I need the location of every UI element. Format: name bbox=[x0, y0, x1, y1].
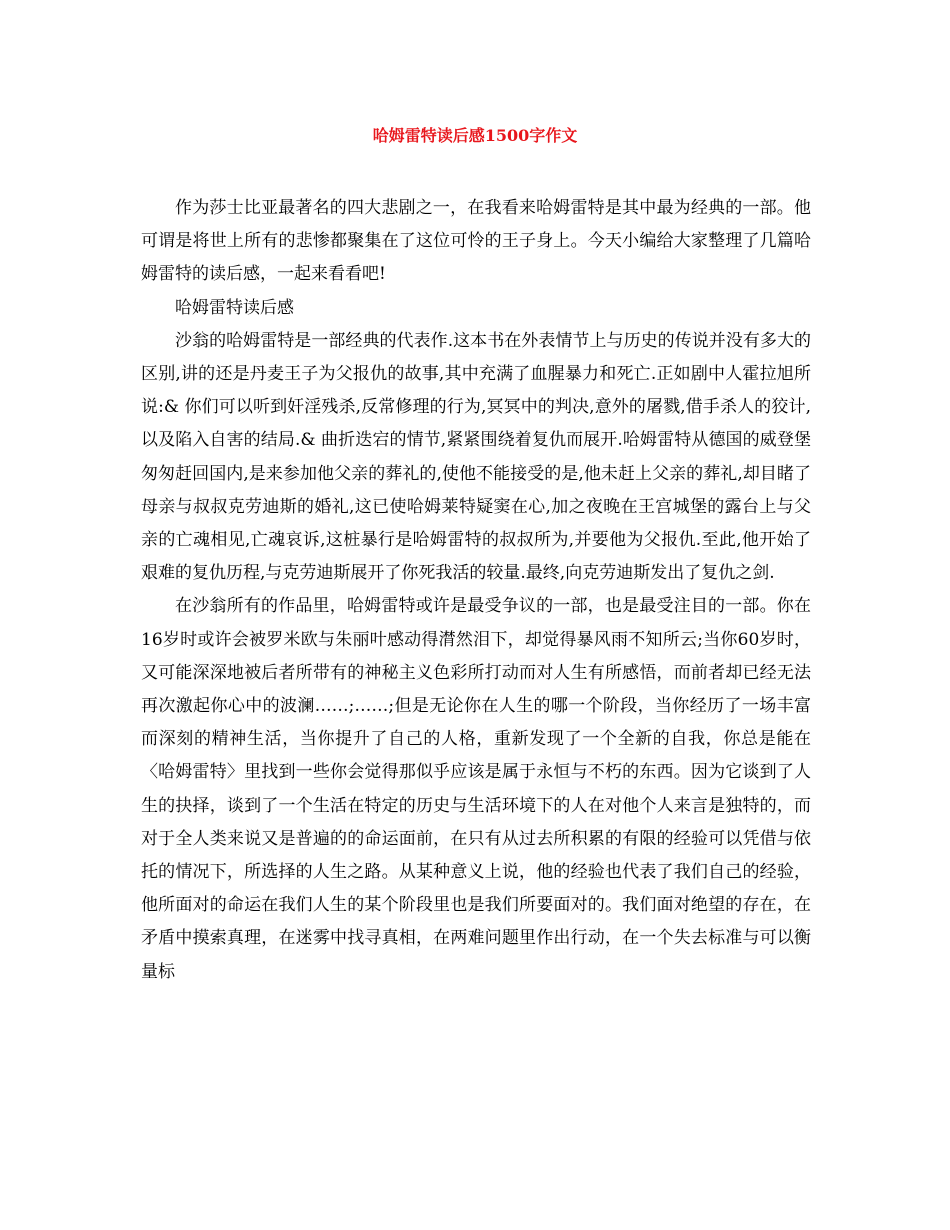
body-paragraph: 沙翁的哈姆雷特是一部经典的代表作.这本书在外表情节上与历史的传说并没有多大的区别,讲的还是丹麦王子为父报仇的故事,其中充满了血腥暴力和死亡.正如剧中人霍拉旭所说:& 你们可以听到奸淫残杀,反常修理的行为,冥冥中的判决,意外的屠戮,借手杀人的狡计,以及陷入自害的结局.& 曲折迭宕的情节,紧紧围绕着复仇而展开.哈姆雷特从德国的威登堡匆匆赶回国内,是来参加他父亲的葬礼的,使他不能接受的是,他未赶上父亲的葬礼,却目睹了母亲与叔叔克劳迪斯的婚礼,这已使哈姆莱特疑窦在心,加之夜晚在王宫城堡的露台上与父亲的亡魂相见,亡魂哀诉,这桩暴行是哈姆雷特的叔叔所为,并要他为父报仇.至此,他开始了艰难的复仇历程,与克劳迪斯展开了你死我活的较量.最终,向克劳迪斯发出了复仇之剑. bbox=[141, 330, 811, 584]
document-body bbox=[141, 192, 811, 989]
body-paragraph: 在沙翁所有的作品里，哈姆雷特或许是最受争议的一部，也是最受注目的一部。你在16岁时或许会被罗米欧与朱丽叶感动得潸然泪下，却觉得暴风雨不知所云;当你60岁时，又可能深深地被后者所带有的神秘主义色彩所打动而对人生有所感悟，而前者却已经无法再次激起你心中的波澜……;……;但是无论你在人生的哪一个阶段，当你经历了一场丰富而深刻的精神生活，当你提升了自己的人格，重新发现了一个全新的自我，你总是能在〈哈姆雷特〉里找到一些你会觉得那似乎应该是属于永恒与不朽的东西。因为它谈到了人生的抉择，谈到了一个生活在特定的历史与生活环境下的人在对他个人来言是独特的，而对于全人类来说又是普遍的的命运面前，在只有从过去所积累的有限的经验可以凭借与依托的情况下，所选择的人生之路。从某种意义上说，他的经验也代表了我们自己的经验，他所面对的命运在我们人生的某个阶段里也是我们所要面对的。我们面对绝望的存在，在矛盾中摸索真理，在迷雾中找寻真相，在两难问题里作出行动，在一个失去标准与可以衡量标 bbox=[141, 596, 811, 982]
document-title: 哈姆雷特读后感1500字作文 bbox=[372, 126, 578, 145]
section-heading: 哈姆雷特读后感 bbox=[175, 297, 294, 318]
intro-paragraph: 作为莎士比亚最著名的四大悲剧之一，在我看来哈姆雷特是其中最为经典的一部。他可谓是将世上所有的悲惨都聚集在了这位可怜的王子身上。今天小编给大家整理了几篇哈姆雷特的读后感，一起来看看吧! bbox=[141, 198, 811, 285]
